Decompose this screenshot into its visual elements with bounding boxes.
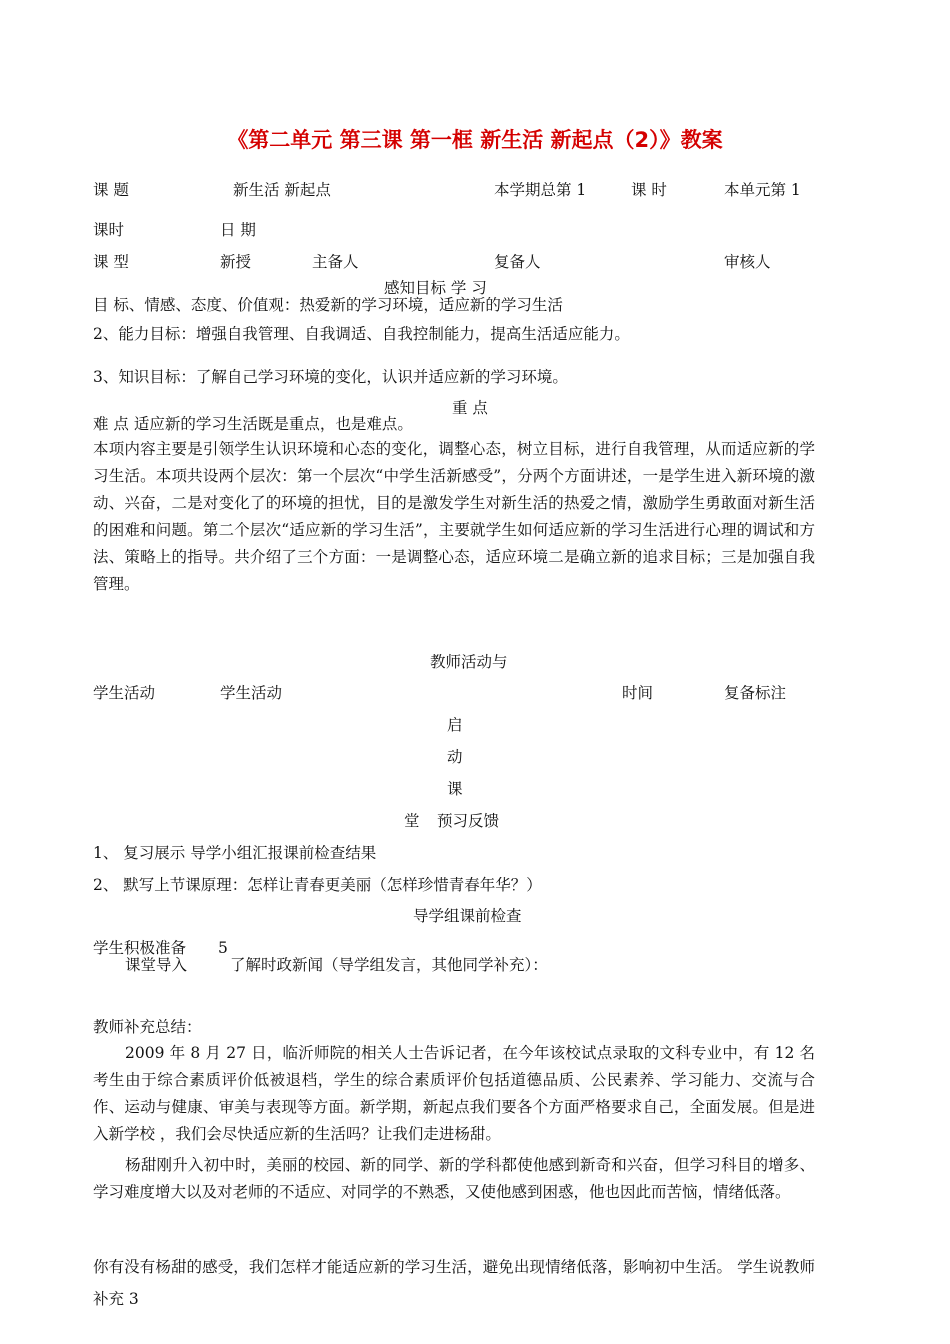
date-label: 日 期 [220, 221, 256, 239]
summary-paragraph-3: 你有没有杨甜的感受，我们怎样才能适应新的学习生活，避免出现情绪低落，影响初中生活。 学生说教师补充 3 [93, 1258, 815, 1308]
student-prepare: 学生积极准备 [93, 939, 187, 957]
summary-label: 教师补充总结： [93, 1018, 202, 1036]
intro-label: 课堂导入 [125, 956, 188, 974]
goal-line-2: 2、能力目标：增强自我管理、自我调适、自我控制能力，提高生活适应能力。 [93, 325, 630, 343]
document-title: 《第二单元 第三课 第一框 新生活 新起点（2）》教案 [227, 128, 723, 152]
unit-period: 本单元第 1 [724, 181, 801, 199]
stage-char: 启 [447, 716, 463, 734]
type-label: 课 型 [93, 253, 129, 271]
summary-paragraph-1 [93, 1040, 815, 1148]
summary-paragraph-2 [93, 1152, 815, 1206]
stage-char: 动 [447, 748, 463, 766]
summary-paragraph-2-text: 杨甜刚升入初中时，美丽的校园、新的同学、新的学科都使他感到新奇和兴奋，但学习科目的增多、学习难度增大以及对老师的不适应、对同学的不熟悉，又使他感到困惑，他也因此而苦恼，情绪低落。 [93, 1156, 815, 1201]
review-preparer: 复备人 [494, 253, 541, 271]
activity-col-time: 时间 [622, 684, 654, 702]
intro-text: 了解时政新闻（导学组发言，其他同学补充）： [230, 956, 548, 974]
main-preparer: 主备人 [312, 253, 359, 271]
key-point-line: 难 点 适应新的学习生活既是重点，也是难点。 [93, 415, 413, 433]
goal-line-1: 目 标、情感、态度、价值观：热爱新的学习环境，适应新的学习生活 [93, 296, 563, 314]
activity-col-1: 学生活动 [93, 684, 156, 702]
activity-header-top: 教师活动与 [430, 653, 508, 671]
activity-col-2: 学生活动 [220, 684, 283, 702]
activity-col-notes: 复备标注 [724, 684, 787, 702]
goal-line-3: 3、知识目标：了解自己学习环境的变化，认识并适应新的学习环境。 [93, 368, 568, 386]
goals-label: 感知目标 学 习 [384, 279, 487, 297]
group-check-label: 导学组课前检查 [413, 907, 522, 925]
preview-feedback-label: 预习反馈 [437, 812, 500, 830]
review-item-1: 1、 复习展示 导学小组汇报课前检查结果 [93, 844, 377, 862]
stage-char: 堂 [404, 812, 420, 830]
time-value: 5 [218, 939, 228, 957]
summary-paragraph-1-text: 2009 年 8 月 27 日，临沂师院的相关人士告诉记者，在今年该校试点录取的文科专业中，有 12 名考生由于综合素质评价低被退档，学生的综合素质评价包括道德品质、公民素养、学习能力、交流与合作、运动与健康、审美与表现等方面。新学期，新起点我们要各个方面严格要求自己，全面发展。但是进入新学校 ，我们会尽快适应新的生活吗？让我们走进杨甜。 [93, 1044, 815, 1143]
topic-label: 课 题 [93, 181, 129, 199]
content-analysis: 本项内容主要是引领学生认识环境和心态的变化，调整心态，树立目标，进行自我管理，从而适应新的学习生活。本项共设两个层次：第一个层次“中学生活新感受”，分两个方面讲述，一是学生进入新环境的激动、兴奋，二是对变化了的环境的担忧，目的是激发学生对新生活的热爱之情，激励学生勇敢面对新生活的困难和问题。第二个层次“适应新的学习生活”，主要就学生如何适应新的学习生活进行心理的调试和方法、策略上的指导。共介绍了三个方面：一是调整心态，适应环境二是确立新的追求目标；三是加强自我管理。 [93, 440, 815, 593]
stage-char: 课 [447, 780, 463, 798]
type-value: 新授 [220, 253, 252, 271]
total-period: 本学期总第 1 [494, 181, 587, 199]
topic-value: 新生活 新起点 [233, 181, 331, 199]
period-label: 课 时 [631, 181, 667, 199]
period-cont: 课时 [93, 221, 125, 239]
review-item-2: 2、 默写上节课原理：怎样让青春更美丽（怎样珍惜青春年华？） [93, 876, 542, 894]
key-point-label: 重 点 [452, 399, 488, 417]
auditor: 审核人 [724, 253, 771, 271]
